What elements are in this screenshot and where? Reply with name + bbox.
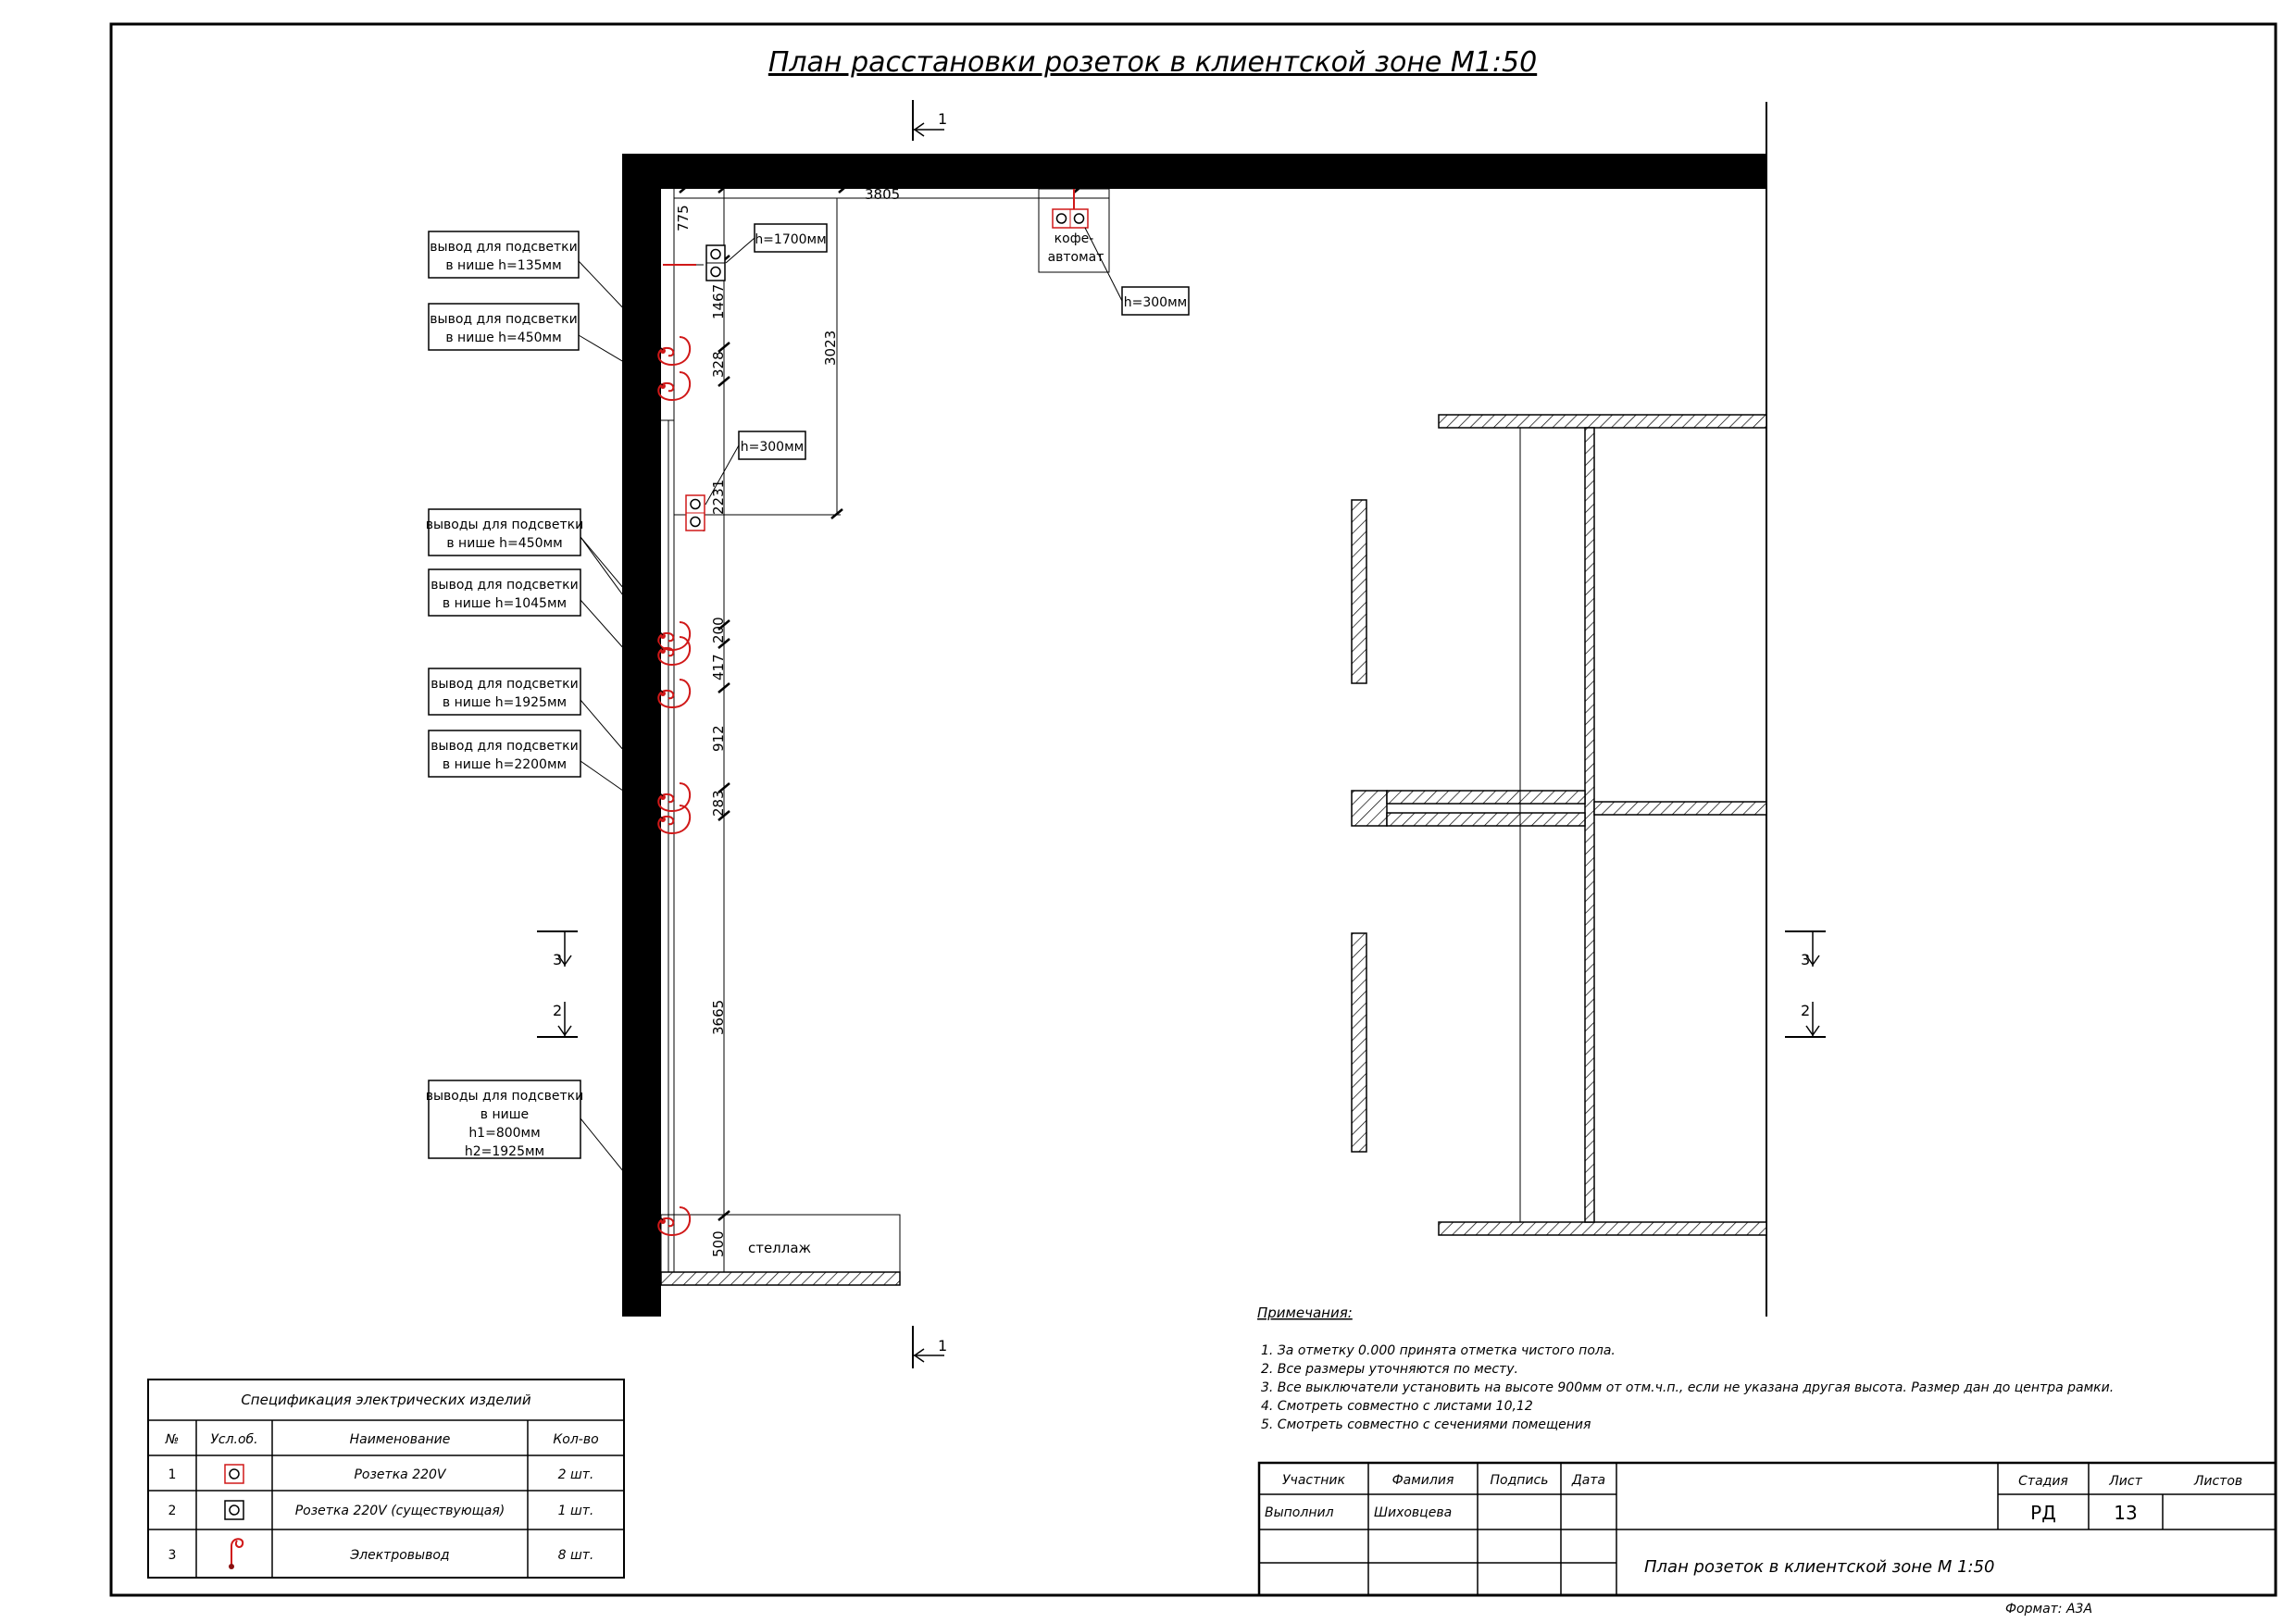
svg-text:3: 3	[1801, 951, 1811, 968]
svg-text:Усл.об.: Усл.об.	[210, 1432, 258, 1447]
spec-title: Спецификация электрических изделий	[241, 1392, 531, 1408]
svg-text:Стадия: Стадия	[2018, 1474, 2068, 1489]
dim-500: 500	[710, 1230, 727, 1257]
svg-text:вывод для подсветки: вывод для подсветки	[430, 578, 579, 593]
spec-socket-new-icon	[225, 1465, 243, 1483]
svg-text:4. Смотреть совместно с листам: 4. Смотреть совместно с листами 10,12	[1261, 1399, 1533, 1414]
svg-text:в нише h=450мм: в нише h=450мм	[445, 331, 562, 345]
svg-text:3: 3	[168, 1548, 177, 1563]
dim-328: 328	[710, 351, 727, 378]
dim-3665: 3665	[710, 999, 727, 1035]
svg-text:5. Смотреть совместно с сечени: 5. Смотреть совместно с сечениями помещения	[1261, 1417, 1591, 1432]
svg-text:Фамилия: Фамилия	[1391, 1473, 1454, 1488]
notes	[1257, 1305, 2114, 1432]
dimension-lines	[663, 189, 1109, 1272]
svg-text:вывод для подсветки: вывод для подсветки	[430, 677, 579, 692]
stamp-sheet: 13	[2114, 1502, 2138, 1524]
svg-text:Подпись: Подпись	[1490, 1473, 1549, 1488]
dim-775: 775	[675, 205, 692, 231]
svg-text:выводы для подсветки: выводы для подсветки	[425, 1089, 584, 1104]
dim-417: 417	[710, 654, 727, 680]
section-mark-3-right	[1785, 931, 1826, 968]
svg-text:вывод для подсветки: вывод для подсветки	[430, 739, 579, 754]
svg-text:вывод для подсветки: вывод для подсветки	[430, 240, 578, 255]
shelf	[661, 1215, 900, 1285]
svg-text:Розетка 220V (существующая): Розетка 220V (существующая)	[294, 1504, 505, 1518]
svg-text:Кол-во: Кол-во	[553, 1432, 599, 1447]
svg-text:h=300мм: h=300мм	[740, 440, 805, 455]
dim-200: 200	[710, 617, 727, 643]
height-callout-1700	[726, 224, 827, 263]
svg-text:8 шт.: 8 шт.	[557, 1548, 594, 1563]
svg-text:в нише h=135мм: в нише h=135мм	[445, 258, 562, 273]
section-mark-1-bottom	[913, 1326, 947, 1368]
svg-text:h=1700мм: h=1700мм	[755, 232, 827, 247]
notes-heading: Примечания:	[1257, 1305, 1353, 1321]
svg-text:№: №	[165, 1432, 180, 1447]
svg-text:Электровывод: Электровывод	[350, 1548, 450, 1563]
svg-text:2. Все размеры уточняются по м: 2. Все размеры уточняются по месту.	[1261, 1362, 1518, 1377]
svg-text:выводы для подсветки: выводы для подсветки	[425, 518, 584, 532]
svg-text:вывод для подсветки: вывод для подсветки	[430, 312, 578, 327]
svg-text:Дата: Дата	[1571, 1473, 1606, 1488]
svg-text:Наименование: Наименование	[349, 1432, 451, 1447]
svg-text:Листов: Листов	[2193, 1474, 2243, 1489]
shelf-label: стеллаж	[747, 1240, 812, 1256]
dim-912: 912	[710, 725, 727, 752]
dim-283: 283	[710, 790, 727, 817]
stamp-surname: Шиховцева	[1374, 1505, 1453, 1520]
svg-text:h2=1925мм: h2=1925мм	[464, 1144, 545, 1159]
svg-text:в нише h=450мм: в нише h=450мм	[446, 536, 563, 551]
svg-text:в нише h=2200мм: в нише h=2200мм	[442, 757, 568, 772]
svg-text:кофе-: кофе-	[1054, 231, 1094, 246]
svg-text:автомат: автомат	[1047, 250, 1104, 265]
socket-new-icon	[686, 495, 705, 531]
svg-text:h=300мм: h=300мм	[1123, 295, 1188, 310]
dimension-labels	[675, 186, 900, 1257]
svg-text:в нише h=1925мм: в нише h=1925мм	[442, 695, 568, 710]
svg-text:2: 2	[168, 1504, 177, 1518]
svg-text:2: 2	[553, 1002, 563, 1019]
spec-socket-existing-icon	[225, 1501, 243, 1519]
socket-new-coffee-icon	[1053, 189, 1088, 228]
stamp-role: Выполнил	[1265, 1505, 1334, 1520]
spec-cable-outlet-icon	[229, 1539, 243, 1569]
stamp-drawing-title: План розеток в клиентской зоне М 1:50	[1644, 1557, 1995, 1577]
svg-text:1. За отметку 0.000 принята от: 1. За отметку 0.000 принята отметка чистого пола.	[1261, 1343, 1616, 1358]
svg-text:1 шт.: 1 шт.	[557, 1504, 594, 1518]
svg-text:2: 2	[1801, 1002, 1811, 1019]
svg-text:Розетка 220V: Розетка 220V	[354, 1467, 446, 1482]
svg-text:3: 3	[553, 951, 563, 968]
partitions-right	[1352, 415, 1766, 1235]
svg-text:3. Все выключатели установить: 3. Все выключатели установить на высоте 900мм от отм.ч.п., если не указана другая высота. Размер дан до центра рамки.	[1261, 1380, 2115, 1395]
stamp-format: Формат: А3А	[2005, 1602, 2093, 1617]
svg-text:в нише h=1045мм: в нише h=1045мм	[442, 596, 568, 611]
dim-3805: 3805	[865, 186, 901, 203]
stamp-stage: РД	[2030, 1502, 2056, 1524]
dim-2231: 2231	[710, 479, 727, 515]
socket-existing-icon	[706, 245, 725, 281]
drawing-title: План расстановки розеток в клиентской зоне М1:50	[767, 46, 1538, 79]
svg-text:1: 1	[938, 1337, 948, 1355]
svg-text:в нише: в нише	[480, 1107, 530, 1122]
svg-text:1: 1	[168, 1467, 177, 1482]
height-callout-300-coffee	[1085, 228, 1189, 315]
section-mark-2-right	[1785, 1002, 1826, 1037]
dimension-ticks	[680, 183, 1085, 1220]
dim-3023: 3023	[822, 330, 839, 366]
svg-text:h1=800мм: h1=800мм	[468, 1126, 541, 1141]
section-mark-2-left	[537, 1002, 578, 1037]
wall-top	[622, 154, 1766, 189]
section-mark-1-top	[913, 100, 947, 141]
dim-1467: 1467	[710, 283, 727, 319]
svg-text:2 шт.: 2 шт.	[557, 1467, 594, 1482]
svg-text:Участник: Участник	[1282, 1473, 1345, 1488]
svg-text:Лист: Лист	[2109, 1474, 2142, 1489]
svg-text:1: 1	[938, 110, 948, 128]
section-mark-3-left	[537, 931, 578, 968]
